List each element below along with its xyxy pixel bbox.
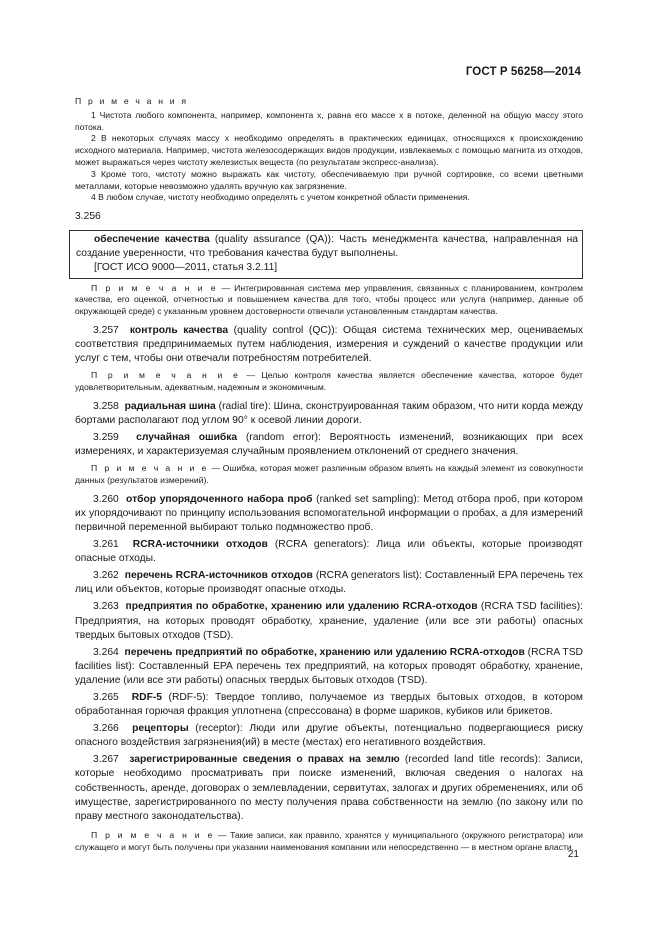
definition: (RCRA generators list): Составленный EPA перечень тех лиц или объектов, которые производят опасные отходы. (75, 570, 584, 596)
definition: (RCRA TSD facilities list): Составленный EPA перечень тех предприятий, на которых проводят обработку, хранение, удаление (или все эти работы) опасных твердых бытовых отходов (TSD). (75, 646, 583, 686)
note-item: 1 Чистота любого компонента, например, компонента x, равна его массе x в потоке, деленной на общую массу этого потока. (75, 109, 583, 132)
term: RDF-5 (131, 692, 163, 703)
note-item: 3 Кроме того, чистоту можно выражать как чистоту, обеспечиваемую при ручной сортировке, со всеми цветными металлами, которые невозможно удалять вручную как загрязнение. (75, 168, 583, 191)
term: отбор упорядоченного набора проб (126, 493, 313, 505)
note (75, 463, 583, 487)
entry (75, 324, 583, 366)
notes-label: П р и м е ч а н и я (75, 96, 189, 106)
note-label: П р и м е ч а н и е (91, 370, 241, 381)
entry (75, 646, 583, 688)
definition: (receptor): Люди или другие объекты, потенциально подвергающиеся риску опасного воздействия загрязнения(ий) в месте (местах) его негативного воздействия. (75, 723, 583, 749)
term: случайная ошибка (136, 432, 238, 443)
term: предприятия по обработке, хранению или удалению RCRA-отходов (125, 601, 478, 613)
entry-number: 3.260 (93, 493, 119, 505)
entry-number: 3.266 (93, 723, 119, 735)
definition: (radial tire): Шина, сконструированная таким образом, что нити корда между бортами располагают под углом 90° к осевой линии дороги. (75, 400, 583, 426)
entry-number: 3.263 (93, 601, 119, 613)
note-label: П р и м е ч а н и е (91, 829, 215, 840)
entry-number: 3.267 (93, 754, 119, 766)
definition: (recorded land title records): Записи, которые необходимо просматривать при поиске изменений, включая сведения о налогах на собственность, аренде, договорах о землевладении, сервитутах, залогах и других обременениях, или об имуществе, зарегистрированного по месту получения права собственности на землю (по закону или по праву местного законодательства). (75, 754, 583, 822)
entry (75, 538, 583, 566)
term: зарегистрированные сведения о правах на землю (129, 754, 400, 766)
framed-definition (69, 230, 583, 278)
entry (75, 569, 583, 597)
definition: (RDF-5): Твердое топливо, получаемое из твердых бытовых отходов, в котором обработанная горючая фракция уплотнена (спрессована) в форме шариков, кубиков или брикетов. (75, 692, 583, 718)
notes-block (75, 96, 583, 204)
note-item: 4 В любом случае, чистоту необходимо определять с учетом конкретной области применения. (91, 192, 470, 203)
definition: (RCRA TSD facilities): Предприятия, на которых проводят обработку, хранение, удаление (или все эти работы) опасных твердых бытовых отходов (TSD). (75, 601, 583, 641)
note-item: 2 В некоторых случаях массу x необходимо определять в практических единицах, относящихся к происхождению исходного материала. Например, чистота железосодержащих видов продукции, извлекаемых с помощью магнита из отходов, может выражаться через чистоту железистых веществ (по результатам экспресс-анализа). (75, 133, 583, 167)
entry (75, 431, 583, 459)
entry-number: 3.265 (93, 692, 119, 703)
entry (75, 600, 583, 642)
term: перечень RCRA-источников отходов (124, 570, 313, 582)
note (75, 370, 583, 394)
definition: (ranked set sampling): Метод отбора проб, при котором их упорядочивают по принципу использования вспомогательной информации о пробах, а для измерений первичной переменной выбирают только подмножество проб. (75, 493, 583, 533)
entry-number: 3.257 (93, 324, 119, 336)
term: RCRA-источники отходов (132, 539, 268, 551)
entry (75, 753, 583, 823)
term: радиальная шина (124, 400, 216, 412)
page-content (75, 96, 583, 853)
entry-number: 3.264 (93, 646, 119, 658)
term: контроль качества (129, 324, 229, 336)
entry-number: 3.261 (93, 539, 119, 551)
entry-number: 3.258 (93, 400, 119, 412)
entry-number: 3.259 (93, 432, 119, 443)
note (75, 283, 583, 318)
definition: (random error): Вероятность изменений, возникающих при всех измерениях, и характеризуемая случайным проявлением отклонений от среднего значения. (75, 432, 583, 458)
entry-number: 3.256 (75, 211, 101, 223)
entry (75, 493, 583, 535)
entry (75, 722, 583, 750)
entry (75, 691, 583, 719)
entry-number: 3.262 (93, 570, 119, 582)
term: обеспечение качества (94, 234, 210, 246)
definition: (quality assurance (QA)): Часть менеджмента качества, направленная на создание уверенности, что требования качества будут выполнены. (76, 234, 578, 260)
note-label: П р и м е ч а н и е (91, 463, 209, 474)
document-header: ГОСТ Р 56258—2014 (465, 66, 581, 78)
definition: (quality control (QC)): Общая система технических мер, оцениваемых соответствия предпринимаемых путем наблюдения, измерения и суждений о качестве продукции или услуг с тем, чтобы они отвечали потребностям потребителей. (75, 324, 583, 365)
term: перечень предприятий по обработке, хранению или удалению RCRA-отходов (124, 646, 525, 658)
entry (75, 400, 583, 428)
page-number: 21 (567, 849, 579, 860)
term: рецепторы (132, 723, 189, 735)
note-text: — Целью контроля качества является обеспечение качества, которое будет удовлетворительным, адекватным, надежным и экономичным. (75, 370, 583, 393)
note-text: — Интегрированная система мер управления, связанных с планированием, контролем качества, его оценкой, отчетностью и повышением качества для того, чтобы процесс или услуга (например, данные об окружающей среде) с указанным уровнем достоверности отвечали установленным стандартам качества. (75, 282, 583, 317)
note (75, 830, 583, 854)
note-text: — Ошибка, которая может различным образом влиять на каждый элемент из совокупности данных (результатов измерений). (75, 463, 583, 485)
note-label: П р и м е ч а н и е (91, 282, 218, 293)
note-text: — Такие записи, как правило, хранятся у муниципального (окружного регистратора) или служащего и могут быть получены при указании наименования компании или непосредственно — в местном органе власти. (75, 829, 583, 852)
definition: (RCRA generators): Лица или объекты, которые производят опасные отходы. (75, 539, 583, 565)
reference: [ГОСТ ИСО 9000—2011, статья 3.2.11] (94, 262, 278, 274)
